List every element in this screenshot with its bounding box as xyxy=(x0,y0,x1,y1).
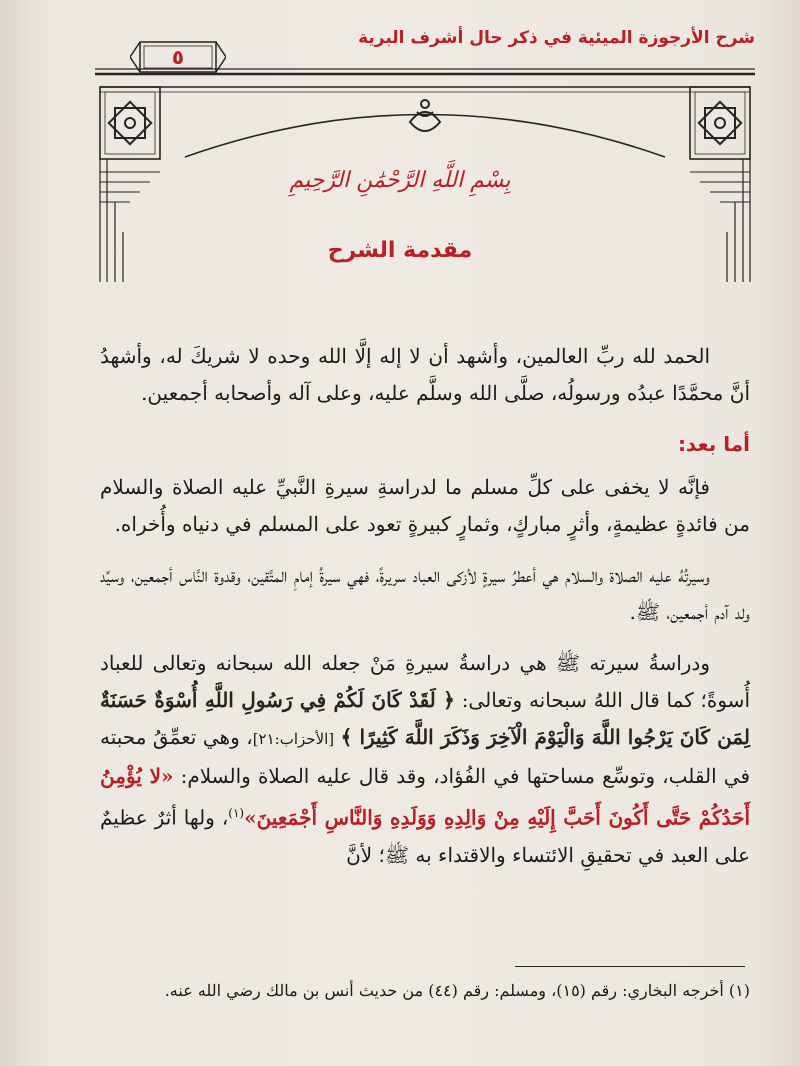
main-text xyxy=(100,338,750,888)
study-text-a: ودراسةُ سيرته ﷺ هي دراسةُ سيرةِ مَنْ جعله الله سبحانه وتعالى للعباد أُسوةً؛ كما قال اللهُ سبحانه وتعالى: xyxy=(100,651,751,712)
paragraph-benefit: فإنَّه لا يخفى على كلِّ مسلم ما لدراسةِ سيرةِ النَّبيِّ عليه الصلاة والسلام من فائدةٍ عظيمةٍ، وأثرٍ مباركٍ، وثمارٍ كبيرةٍ تعود على المسلم في دنياه وأُخراه. xyxy=(100,475,750,536)
quran-verse: ﴿ لَقَدْ كَانَ لَكُمْ فِي رَسُولِ اللَّهِ أُسْوَةٌ حَسَنَةٌ لِمَن كَانَ يَرْجُوا اللَّهَ وَالْيَوْمَ الْآخِرَ وَذَكَرَ اللَّهَ كَثِيرًا ﴾ xyxy=(100,688,750,749)
running-title: شرح الأرجوزة الميئية في ذكر حال أشرف البرية xyxy=(358,28,755,48)
footnote-1: (١) أخرجه البخاري: رقم (١٥)، ومسلم: رقم (٤٤) من حديث أنس بن مالك رضي الله عنه. xyxy=(164,981,750,1000)
footnote-marker[interactable]: (١) xyxy=(228,806,245,820)
page-header xyxy=(95,18,755,78)
star-ornament-right-icon xyxy=(699,102,741,144)
study-text-c: ، ولها أثرٌ عظيمٌ على العبد في تحقيقِ الائتساء والاقتداء به ﷺ؛ لأنَّ xyxy=(100,805,750,867)
footnote-divider xyxy=(515,966,745,967)
finial-ornament-icon xyxy=(410,100,440,131)
study-text-b: ، وهي تعمِّقُ محبته في القلب، وتوسِّع مساحتها في الفُؤاد، وقد قال عليه الصلاة والسلام: xyxy=(100,725,750,788)
subheading-amma-baad: أما بعد: xyxy=(677,432,750,456)
paragraph-study xyxy=(100,645,750,874)
page-number: ٥ xyxy=(171,45,185,69)
hadith-quote: «لا يُؤْمِنُ أَحَدُكُمْ حَتَّى أَكُونَ أَحَبَّ إِلَيْهِ مِنْ وَالِدِهِ وَوَلَدِهِ وَالنَّاسِ أَجْمَعِينَ» xyxy=(100,764,751,830)
basmala: بِسْمِ اللَّهِ الرَّحْمَٰنِ الرَّحِيمِ xyxy=(289,168,511,193)
section-title: مقدمة الشرح xyxy=(327,238,473,263)
header-rules xyxy=(95,66,755,80)
paragraph-biography: وسيرتُهُ عليه الصلاة والسلام هي أعطرُ سيرةٍ لأزكى العباد سريرةً، فهي سيرةُ إمامِ المتَّقين، وقدوة النَّاس أجمعين، وسيِّد ولد آدم أجمعين، ﷺ. xyxy=(100,563,750,624)
paragraph-praise: الحمد لله ربِّ العالمين، وأشهد أن لا إله إلَّا الله وحده لا شريكَ له، وأشهدُ أنَّ محمَّدًا عبدُه ورسولُه، صلَّى الله وسلَّم عليه، وعلى آله وأصحابه أجمعين. xyxy=(100,344,750,405)
verse-reference: [الأحزاب:٢١] xyxy=(252,730,335,748)
star-ornament-left-icon xyxy=(109,102,151,144)
footnotes xyxy=(100,976,750,1006)
